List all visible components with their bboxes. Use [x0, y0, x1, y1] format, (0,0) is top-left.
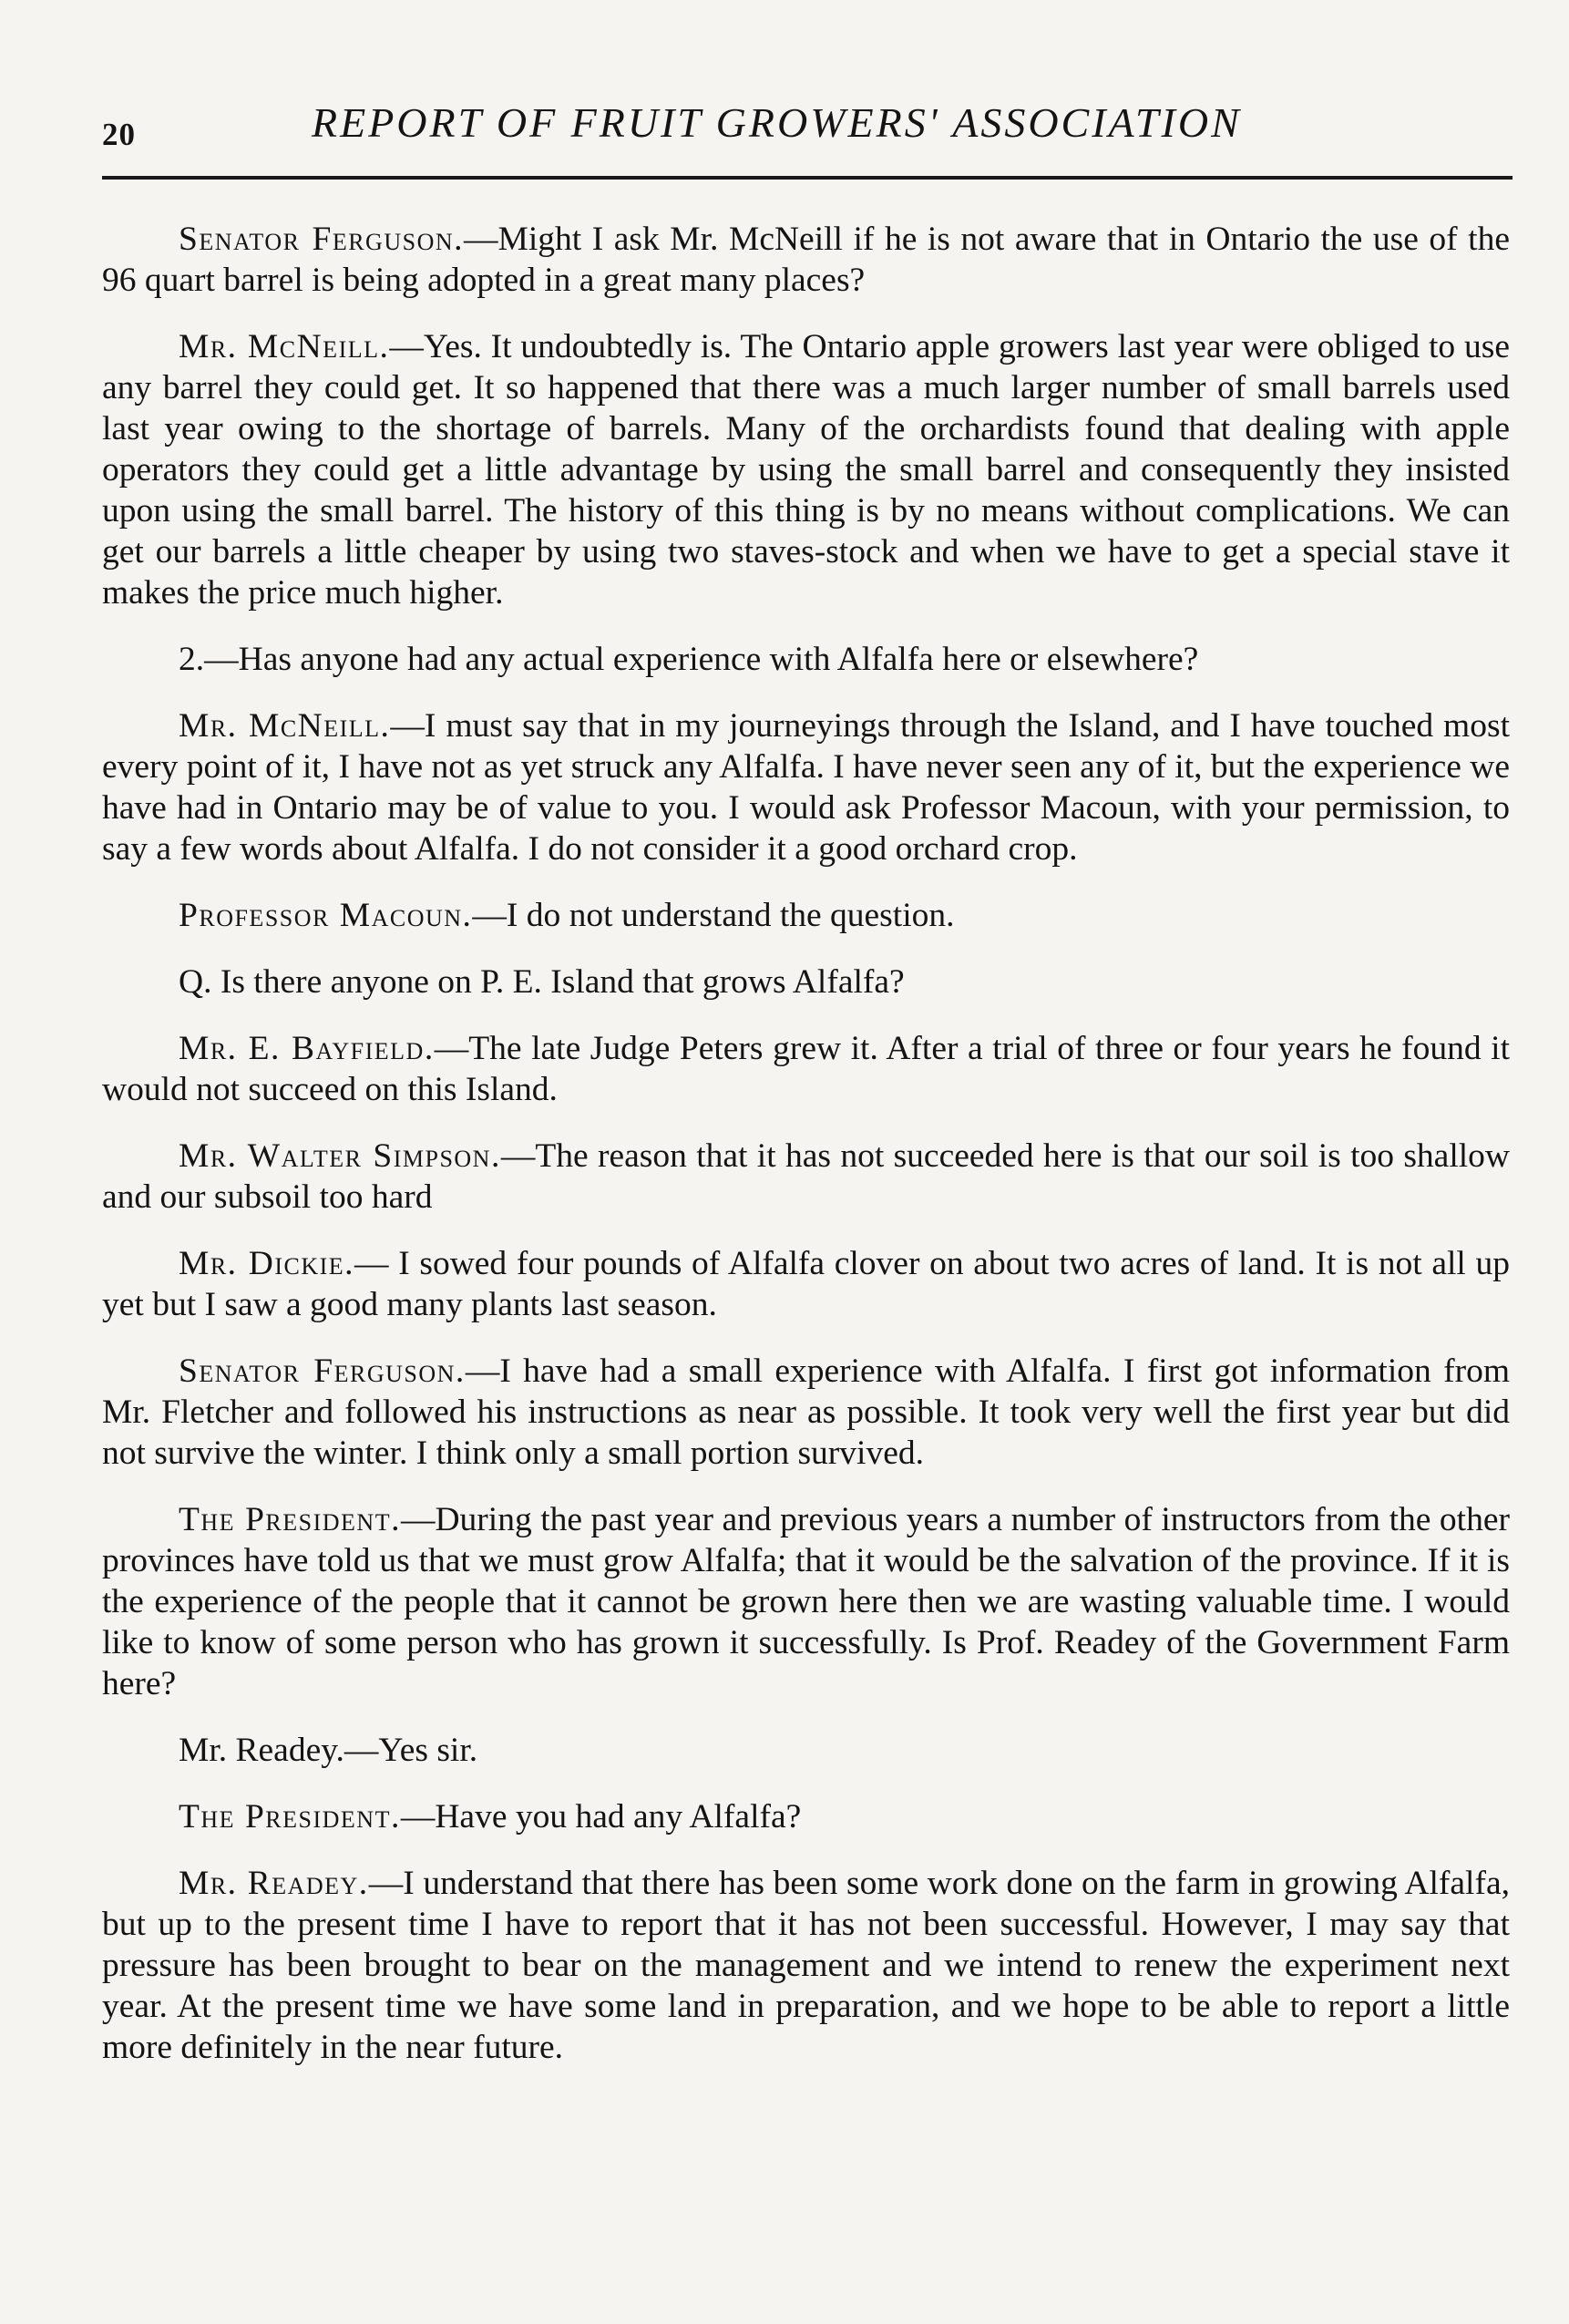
paragraph-text: —The reason that it has not succeeded here is that our soil is too shallow and our subsoil too hard — [102, 1137, 1510, 1216]
page-body — [102, 219, 1510, 2093]
paragraph-text: Q. Is there anyone on P. E. Island that grows Alfalfa? — [179, 963, 905, 1001]
paragraph — [102, 1796, 1510, 1837]
paragraph-text: —Yes. It undoubtedly is. The Ontario apple growers last year were obliged to use any barrel they could get. It so happened that there was a much larger number of small barrels used last year owing to the shortage of barrels. Many of the orchardists found that dealing with apple operators they could get a little advantage by using the small barrel and consequently they insisted upon using the small barrel. The history of this thing is by no means without complications. We can get our barrels a little cheaper by using two staves-stock and when we have to get a special stave it makes the price much higher. — [102, 328, 1510, 612]
speaker-name: Mr. McNeill. — [179, 328, 390, 365]
speaker-name: Senator Ferguson. — [179, 221, 465, 258]
paragraph-text: —Might I ask Mr. McNeill if he is not aware that in Ontario the use of the 96 quart barrel is being adopted in a great many places? — [102, 221, 1510, 299]
speaker-name: Mr. Readey. — [179, 1865, 369, 1902]
paragraph — [102, 1028, 1510, 1110]
paragraph-text: —Have you had any Alfalfa? — [400, 1798, 802, 1836]
paragraph-text: — I sowed four pounds of Alfalfa clover on about two acres of land. It is not all up yet but I saw a good many plants last season. — [102, 1245, 1510, 1323]
speaker-name: Senator Ferguson. — [179, 1352, 466, 1390]
paragraph — [102, 1136, 1510, 1218]
header-rule — [102, 176, 1513, 180]
paragraph-text: —I must say that in my journeyings through the Island, and I have touched most every point of it, I have not as yet struck any Alfalfa. I have never seen any of it, but the experience we have had in Ontario may be of value to you. I would ask Professor Macoun, with your permission, to say a few words about Alfalfa. I do not consider it a good orchard crop. — [102, 707, 1510, 868]
page-number: 20 — [102, 117, 136, 152]
speaker-name: Mr. McNeill. — [179, 707, 391, 745]
speaker-name: Professor Macoun. — [179, 897, 473, 934]
speaker-name: Mr. Walter Simpson. — [179, 1137, 501, 1175]
speaker-name: Mr. E. Bayfield. — [179, 1030, 435, 1067]
paragraph — [102, 1243, 1510, 1325]
paragraph — [102, 895, 1510, 936]
speaker-name: Mr. Dickie. — [179, 1245, 355, 1282]
paragraph — [102, 1351, 1510, 1474]
paragraph-text: 2.—Has anyone had any actual experience with Alfalfa here or elsewhere? — [179, 641, 1199, 678]
paragraph — [102, 1499, 1510, 1704]
paragraph — [102, 326, 1510, 613]
paragraph-text: —I understand that there has been some work done on the farm in growing Alfalfa, but up to the present time I have to report that it has not been successful. However, I may say that pressure has been brought to bear on the management and we intend to renew the experiment next year. At the present time we have some land in preparation, and we hope to be able to report a little more definitely in the near future. — [102, 1865, 1510, 2066]
paragraph-text: —The late Judge Peters grew it. After a trial of three or four years he found it would not succeed on this Island. — [102, 1030, 1510, 1108]
paragraph — [102, 219, 1510, 301]
paragraph-text: —I have had a small experience with Alfalfa. I first got information from Mr. Fletcher and followed his instructions as near as possible. It took very well the first year but did not survive the winter. I think only a small portion survived. — [102, 1352, 1510, 1472]
paragraph — [102, 961, 1510, 1003]
paragraph — [102, 1863, 1510, 2068]
running-title: REPORT OF FRUIT GROWERS' ASSOCIATION — [312, 99, 1242, 146]
paragraph-text: —I do not understand the question. — [472, 897, 955, 934]
page-header — [102, 91, 1505, 164]
paragraph — [102, 639, 1510, 680]
paragraph — [102, 705, 1510, 869]
speaker-name: The President. — [179, 1501, 401, 1538]
paragraph — [102, 1730, 1510, 1771]
speaker-name: The President. — [179, 1798, 401, 1836]
paragraph-text: —During the past year and previous years a number of instructors from the other provinces have told us that we must grow Alfalfa; that it would be the salvation of the province. If it is the experience of the people that it cannot be grown here then we are wasting valuable time. I would like to know of some person who has grown it successfully. Is Prof. Readey of the Government Farm here? — [102, 1501, 1510, 1702]
paragraph-text: Mr. Readey.—Yes sir. — [179, 1732, 478, 1769]
